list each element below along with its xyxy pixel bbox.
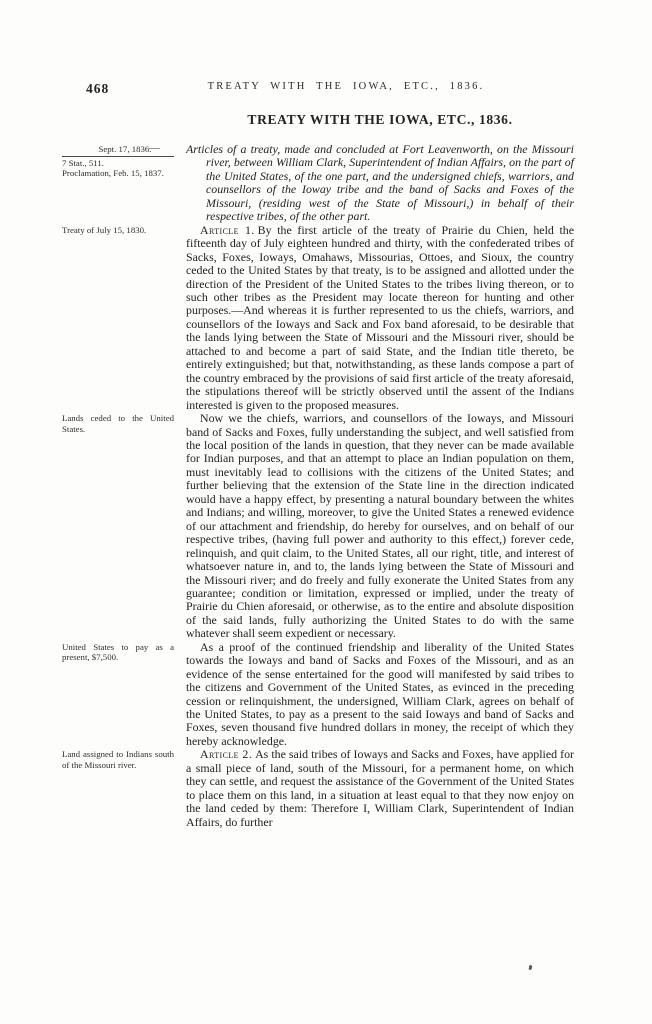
statute-citation-volume: 7 Stat., 511. bbox=[62, 157, 104, 168]
margin-cell bbox=[62, 224, 186, 236]
article-1-row bbox=[62, 224, 574, 412]
preamble-cell bbox=[149, 142, 574, 224]
article-2-text: As the said tribes of Ioways and Sacks and Foxes, have applied for a small piece of land, south of the Missouri, for a permanent home, on which they can settle, and request the assistance of the Government of the United States to place them on this land, in a situation at least equal to that they now enjoy on the land ceded by them: Therefore I, William Clark, Superintendent of Indian Affairs, do further bbox=[186, 747, 575, 829]
article-1-text: By the first article of the treaty of Prairie du Chien, held the fifteenth day of July eighteen hundred and thirty, with the confederated tribes of Sacks, Foxes, Ioways, Omahaws, Missourias, Ottoes, and Sioux, the country ceded to the United States by that treaty, is to be assigned and allotted under the direction of the President of the United States to the tribes living thereon, or to such other tribes as the President may locate thereon for hunting and other purposes.—And whereas it is further represented to us the chiefs, warriors, and counsellors of the Ioways and Sack and Fox band aforesaid, to be desirable that the lands lying between the State of Missouri and the Missouri river, should be attached to and become a part of said State, and the Indian title thereto, be entirely extinguished; but that, notwithstanding, as these lands compose a part of the country embraced by the provisions of said first article of the treaty aforesaid, the stipulations thereof will be strictly observed until the assent of the Indians interested is given to the proposed measures. bbox=[186, 222, 575, 412]
margin-cell bbox=[62, 412, 186, 434]
cession-paragraph bbox=[186, 412, 574, 641]
page-header bbox=[0, 81, 652, 97]
margin-note-lands-ceded: Lands ceded to the United States. bbox=[62, 413, 174, 434]
running-head: TREATY WITH THE IOWA, ETC., 1836. bbox=[207, 81, 485, 92]
page-content bbox=[62, 112, 574, 829]
margin-note-treaty-1830: Treaty of July 15, 1830. bbox=[62, 224, 147, 235]
article-2-paragraph bbox=[186, 748, 574, 829]
page-number: 468 bbox=[86, 81, 110, 96]
cession-row bbox=[62, 412, 574, 641]
article-2-label: Article 2. bbox=[200, 747, 253, 762]
ink-speck bbox=[529, 965, 533, 971]
statute-note bbox=[62, 143, 186, 179]
treaty-preamble: — Articles of a treaty, made and concluded at Fort Leavenworth, on the Missouri river, between William Clark, Superintendent of Indian Affairs, on the part of the United States, of the one part, and the undersigned chiefs, warriors, and counsellors of the Ioway tribe and the band of Sacks and Foxes of the Missouri, (residing west of the State of Missouri,) in behalf of their respective tribes, of the other part. bbox=[149, 142, 574, 224]
article-2-row bbox=[62, 748, 574, 829]
margin-note-land-assigned: Land assigned to Indians south of the Missouri river. bbox=[62, 749, 174, 770]
preamble-row bbox=[62, 143, 574, 224]
margin-cell bbox=[62, 748, 186, 770]
payment-row bbox=[62, 641, 574, 749]
cession-text: Now we the chiefs, warriors, and counsellors of the Ioways, and Missouri band of Sacks and Foxes, fully understanding the subject, and well satisfied from the local position of the lands in question, that they never can be made available for Indian purposes, and that an attempt to place an Indian population on them, must inevitably lead to collisions with the citizens of the United States; and further believing that the extension of the State line in the direction indicated would have a happy effect, by presenting a natural boundary between the whites and Indians; and willing, moreover, to give the United States a renewed evidence of our attachment and friendship, do hereby for ourselves, and on behalf of our respective tribes, (having full power and authority to this effect,) forever cede, relinquish, and quit claim, to the United States, all our right, title, and interest of whatsoever nature in, and to, the lands lying between the State of Missouri and the Missouri river; and do freely and fully exonerate the United States from any guarantee; condition or limitation, expressed or implied, under the treaty of Prairie du Chien aforesaid, or otherwise, as to the entire and absolute disposition of the said lands, fully authorizing the United States to do with the same whatever shall seem expedient or necessary. bbox=[186, 411, 574, 641]
margin-note-payment: United States to pay as a present, $7,500. bbox=[62, 641, 174, 663]
payment-paragraph bbox=[186, 641, 574, 749]
statute-rule bbox=[62, 156, 174, 157]
margin-cell bbox=[62, 641, 186, 663]
statute-date: Sept. 17, 1836. bbox=[98, 144, 152, 154]
page-title: TREATY WITH THE IOWA, ETC., 1836. bbox=[247, 112, 513, 127]
body-cell bbox=[186, 748, 574, 829]
article-1-paragraph bbox=[186, 224, 574, 412]
article-1-label: Article 1. bbox=[200, 222, 255, 237]
body-cell bbox=[186, 224, 574, 412]
preamble-text: Articles of a treaty, made and concluded at Fort Leavenworth, on the Missouri river, between William Clark, Superintendent of Indian Affairs, on the part of the United States, of the one part, and the undersigned chiefs, warriors, and counsellors of the Ioway tribe and the band of Sacks and Foxes of the Missouri, (residing west of the State of Missouri,) in behalf of their respective tribes, of the other part. bbox=[186, 142, 574, 224]
statute-citation-proclamation: Proclamation, Feb. 15, 1837. bbox=[62, 168, 164, 178]
body-cell bbox=[186, 412, 574, 641]
body-cell bbox=[186, 641, 574, 749]
payment-text: As a proof of the continued friendship and liberality of the United States towards the Ioways and band of Sacks and Foxes of the Missouri, and as an evidence of the sense entertained for the good will manifested by said tribes to the citizens and Government of the United States, as evinced in the preceding cession or relinquishment, the undersigned, William Clark, agrees on behalf of the United States, to pay as a present to the said Ioways and band of Sacks and Foxes, seven thousand five hundred dollars in money, the receipt of which they hereby acknowledge. bbox=[186, 639, 574, 748]
